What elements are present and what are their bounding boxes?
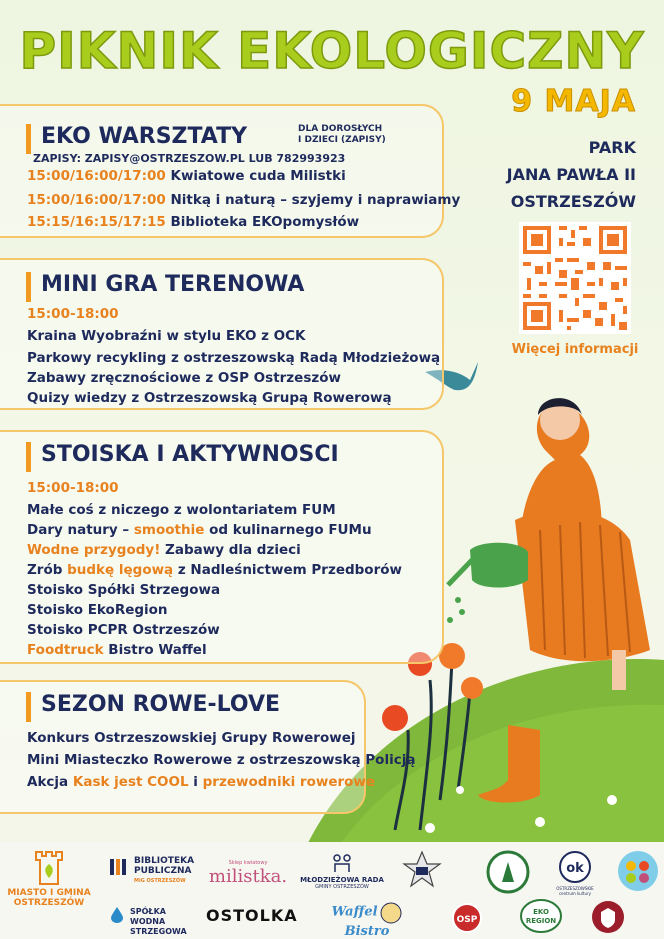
event-date: 9 MAJA: [511, 84, 636, 119]
list-item: Akcja Kask jest COOL i przewodniki rowerowe: [27, 774, 376, 790]
logo-mlodziezowa-rada: MŁODZIEŻOWA RADA GMINY OSTRZESZÓW: [296, 852, 388, 890]
list-item: Zabawy zręcznościowe z OSP Ostrzeszów: [27, 370, 341, 386]
event-title: PIKNIK EKOLOGICZNY: [19, 22, 645, 80]
logo-policja: [402, 850, 442, 892]
list-item: Foodtruck Bistro Waffel: [27, 642, 207, 658]
section-title-marker: [26, 272, 304, 302]
ok-circle-icon: [558, 850, 592, 884]
list-item: Quizy wiedzy z Ostrzeszowską Grupą Rowerową: [27, 390, 392, 406]
location-line-3: OSTRZESZÓW: [510, 192, 636, 211]
list-item: 15:00/16:00/17:00 Kwiatowe cuda Milistki: [27, 168, 346, 184]
list-item: Zrób budkę lęgową z Nadleśnictwem Przedborów: [27, 562, 402, 578]
section-title: STOISKA I AKTYWNOSCI: [41, 442, 339, 467]
list-item: Mini Miasteczko Rowerowe z ostrzeszowską Policją: [27, 752, 416, 768]
svg-text:ok: ok: [566, 861, 584, 876]
waffle-icon: [380, 902, 402, 924]
list-item: 15:00/16:00/17:00 Nitką i naturą – szyjemy i naprawiamy: [27, 192, 461, 208]
list-item: 15:15/16:15/17:15 Biblioteka EKOpomysłów: [27, 214, 360, 230]
section-title: EKO WARSZTATY: [41, 124, 248, 149]
logo-ok-centrum-kultury: ok OSTRZESZOWSKIE centrum kultury: [550, 850, 600, 896]
section-mini-gra: [0, 258, 444, 410]
fire-brigade-icon: [451, 902, 483, 934]
list-item: Stoisko Spółki Strzegowa: [27, 582, 221, 598]
list-item: Dary natury – smoothie od kulinarnego FUMu: [27, 522, 372, 538]
logo-waffel-bistro: Waffel Bistro: [318, 902, 416, 939]
svg-text:EKO: EKO: [533, 908, 549, 916]
time-range: 15:00-18:00: [27, 480, 119, 496]
list-item: Konkurs Ostrzeszowskiej Grupy Rowerowej: [27, 730, 356, 746]
event-location: [507, 134, 636, 215]
youth-council-icon: [331, 852, 353, 874]
qr-code-icon: [519, 222, 631, 334]
logo-fum-colorful: [616, 850, 660, 894]
section-subtitle: DLA DOROSŁYCH I DZIECI (ZAPISY): [298, 124, 386, 145]
list-item: Stoisko PCPR Ostrzeszów: [27, 622, 220, 638]
signup-info: ZAPISY: ZAPISY@OSTRZESZOW.PL LUB 782993923: [33, 152, 346, 165]
location-line-2: JANA PAWŁA II: [506, 165, 636, 184]
logo-ostolka: OSTOLKA: [206, 906, 298, 925]
pcpr-shield-icon: [591, 900, 625, 934]
list-item: Wodne przygody! Zabawy dla dzieci: [27, 542, 301, 558]
section-stoiska: [0, 430, 444, 664]
forest-tree-icon: [486, 850, 530, 894]
list-item: Parkowy recykling z ostrzeszowską Radą Młodzieżową: [27, 350, 441, 366]
tower-icon: [32, 848, 66, 886]
list-item: Stoisko EkoRegion: [27, 602, 168, 618]
sponsor-logos: MIASTO I GMINA OSTRZESZÓW BIBLIOTEKA PUBLICZNA MiG OSTRZESZÓW SPÓŁKA WODNA STRZEGOWA Sklep kwiatowy milistka. OSTOLKA MŁODZIEŻOWA RADA GMINY OSTRZESZÓW Waffel Bistro OSP EKO REGION ok OSTRZESZOWSKIE centrum kultury: [0, 842, 664, 939]
svg-text:OSP: OSP: [456, 915, 478, 925]
section-title-marker: [26, 124, 247, 154]
logo-milistka: Sklep kwiatowy milistka.: [208, 860, 288, 887]
section-rowe-love: [0, 680, 416, 814]
logo-ekoregion: [516, 898, 566, 936]
logo-lasy-panstwowe: [486, 850, 530, 896]
section-title-marker: [26, 442, 339, 472]
section-title: MINI GRA TERENOWA: [41, 272, 305, 297]
qr-code[interactable]: [519, 222, 631, 334]
books-icon: [108, 856, 130, 878]
section-title: SEZON ROWE-LOVE: [41, 692, 281, 717]
list-item: Kraina Wyobraźni w stylu EKO z OCK: [27, 328, 306, 344]
section-eko-warsztaty: [0, 104, 461, 238]
list-item: Małe coś z niczego z wolontariatem FUM: [27, 502, 336, 518]
more-info-link[interactable]: Więcej informacji: [511, 342, 639, 357]
eko-region-icon: [519, 898, 563, 934]
time-range: 15:00-18:00: [27, 306, 119, 322]
logo-osp: [450, 902, 484, 936]
colorful-circle-icon: [617, 850, 659, 892]
logo-gmina-ostrzeszow: MIASTO I GMINA OSTRZESZÓW: [4, 848, 94, 908]
water-drop-icon: [108, 906, 126, 924]
location-line-1: PARK: [588, 138, 636, 157]
logo-pcpr: [590, 900, 626, 936]
svg-text:REGION: REGION: [525, 917, 557, 925]
police-star-icon: [402, 850, 442, 890]
section-title-marker: [26, 692, 280, 722]
